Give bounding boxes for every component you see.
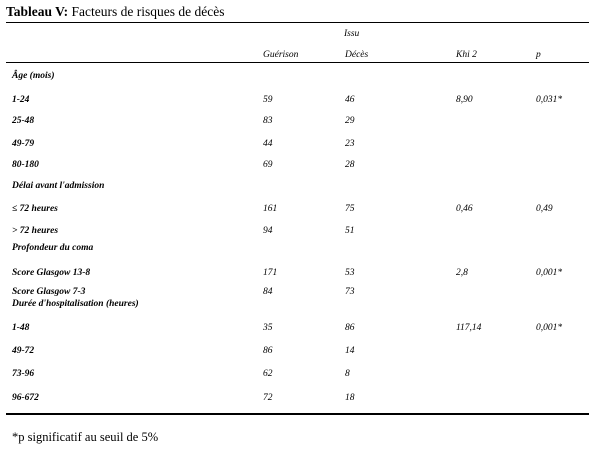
row-label: 80-180: [12, 160, 39, 170]
section-label: Âge (mois): [12, 71, 55, 81]
row-label: 25-48: [12, 116, 35, 126]
cell-guerison: 86: [263, 346, 273, 356]
cell-khi2: 2,8: [456, 268, 468, 278]
cell-p: 0,001*: [536, 323, 563, 333]
cell-guerison: 83: [263, 116, 273, 126]
bottom-rule: [6, 413, 589, 415]
table-number: Tableau V:: [6, 4, 69, 19]
top-rule: [6, 22, 589, 23]
cell-deces: 75: [345, 204, 355, 214]
cell-p: 0,49: [536, 204, 553, 214]
cell-guerison: 72: [263, 393, 273, 403]
row-label: 1-48: [12, 323, 30, 333]
cell-deces: 73: [345, 287, 355, 297]
row-label: ≤ 72 heures: [12, 204, 58, 214]
row-label: 73-96: [12, 369, 35, 379]
cell-deces: 46: [345, 95, 355, 105]
column-header-guerison: Guérison: [263, 50, 299, 60]
cell-deces: 23: [345, 139, 355, 149]
cell-guerison: 84: [263, 287, 273, 297]
row-label: 49-79: [12, 139, 35, 149]
cell-p: 0,001*: [536, 268, 563, 278]
cell-deces: 53: [345, 268, 355, 278]
table-title: [6, 4, 225, 20]
cell-khi2: 0,46: [456, 204, 473, 214]
row-label: Score Glasgow 7-3: [12, 287, 86, 297]
cell-khi2: 8,90: [456, 95, 473, 105]
row-label: Score Glasgow 13-8: [12, 268, 91, 278]
table-caption: Facteurs de risques de décès: [68, 4, 225, 19]
cell-guerison: 35: [263, 323, 273, 333]
group-header: Issu: [344, 29, 360, 39]
cell-guerison: 69: [263, 160, 273, 170]
row-label: 1-24: [12, 95, 30, 105]
cell-guerison: 171: [263, 268, 278, 278]
section-label: Délai avant l'admission: [12, 181, 105, 191]
cell-deces: 18: [345, 393, 355, 403]
cell-guerison: 94: [263, 226, 273, 236]
cell-deces: 86: [345, 323, 355, 333]
column-header-khi2: Khi 2: [456, 50, 477, 60]
cell-deces: 51: [345, 226, 355, 236]
section-label: Profondeur du coma: [12, 243, 94, 253]
row-label: 96-672: [12, 393, 39, 403]
header-rule: [6, 62, 589, 63]
cell-guerison: 161: [263, 204, 278, 214]
column-header-p: p: [536, 50, 541, 60]
cell-p: 0,031*: [536, 95, 563, 105]
section-label: Durée d'hospitalisation (heures): [12, 299, 139, 309]
footnote: *p significatif au seuil de 5%: [12, 430, 159, 444]
column-header-deces: Décès: [345, 50, 369, 60]
cell-deces: 28: [345, 160, 355, 170]
cell-guerison: 44: [263, 139, 273, 149]
row-label: > 72 heures: [12, 226, 59, 236]
cell-guerison: 62: [263, 369, 273, 379]
cell-deces: 8: [345, 369, 350, 379]
row-label: 49-72: [12, 346, 35, 356]
cell-deces: 29: [345, 116, 355, 126]
cell-guerison: 59: [263, 95, 273, 105]
cell-khi2: 117,14: [456, 323, 482, 333]
cell-deces: 14: [345, 346, 355, 356]
